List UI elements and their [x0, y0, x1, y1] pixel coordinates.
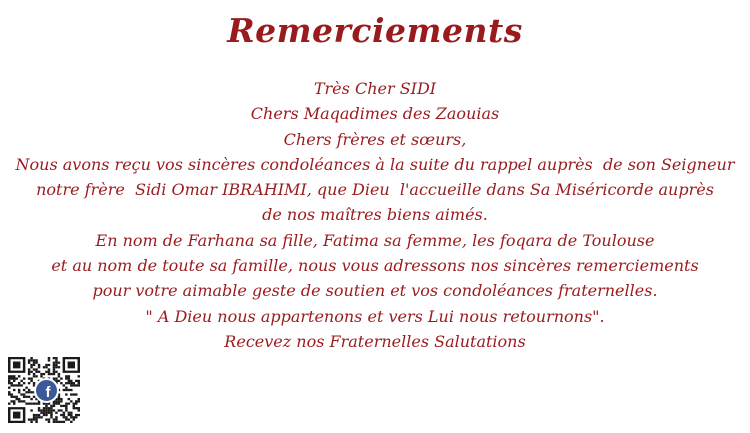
message-line: Chers Maqadimes des Zaouias [250, 104, 500, 124]
message-body [0, 76, 750, 354]
message-line: Très Cher SIDI [313, 79, 437, 98]
qr-finder-top-left [8, 357, 25, 373]
page-title: Remerciements [227, 11, 523, 50]
qr-finder-bottom-left [8, 407, 25, 423]
message-line: " A Dieu nous appartenons et vers Lui nous retournons". [145, 306, 605, 326]
qr-finder-top-right [63, 357, 80, 373]
message-line: Chers frères et sœurs, [283, 129, 467, 149]
message-line: et au nom de toute sa famille, nous vous adressons nos sincères remerciements [51, 256, 699, 276]
message-line: notre frère Sidi Omar IBRAHIMI, que Dieu l'accueille dans Sa Miséricorde auprès [36, 180, 714, 200]
message-line: pour votre aimable geste de soutien et vos condoléances fraternelles. [92, 281, 658, 301]
facebook-f-glyph: f [45, 384, 51, 401]
message-line: Recevez nos Fraternelles Salutations [224, 331, 526, 351]
message-line: En nom de Farhana sa fille, Fatima sa femme, les foqara de Toulouse [95, 230, 655, 250]
thank-you-card [0, 11, 750, 433]
message-line: Nous avons reçu vos sincères condoléances à la suite du rappel auprès de son Seigneur [15, 154, 735, 174]
message-line: de nos maîtres biens aimés. [262, 205, 488, 225]
facebook-icon[interactable] [34, 378, 59, 403]
